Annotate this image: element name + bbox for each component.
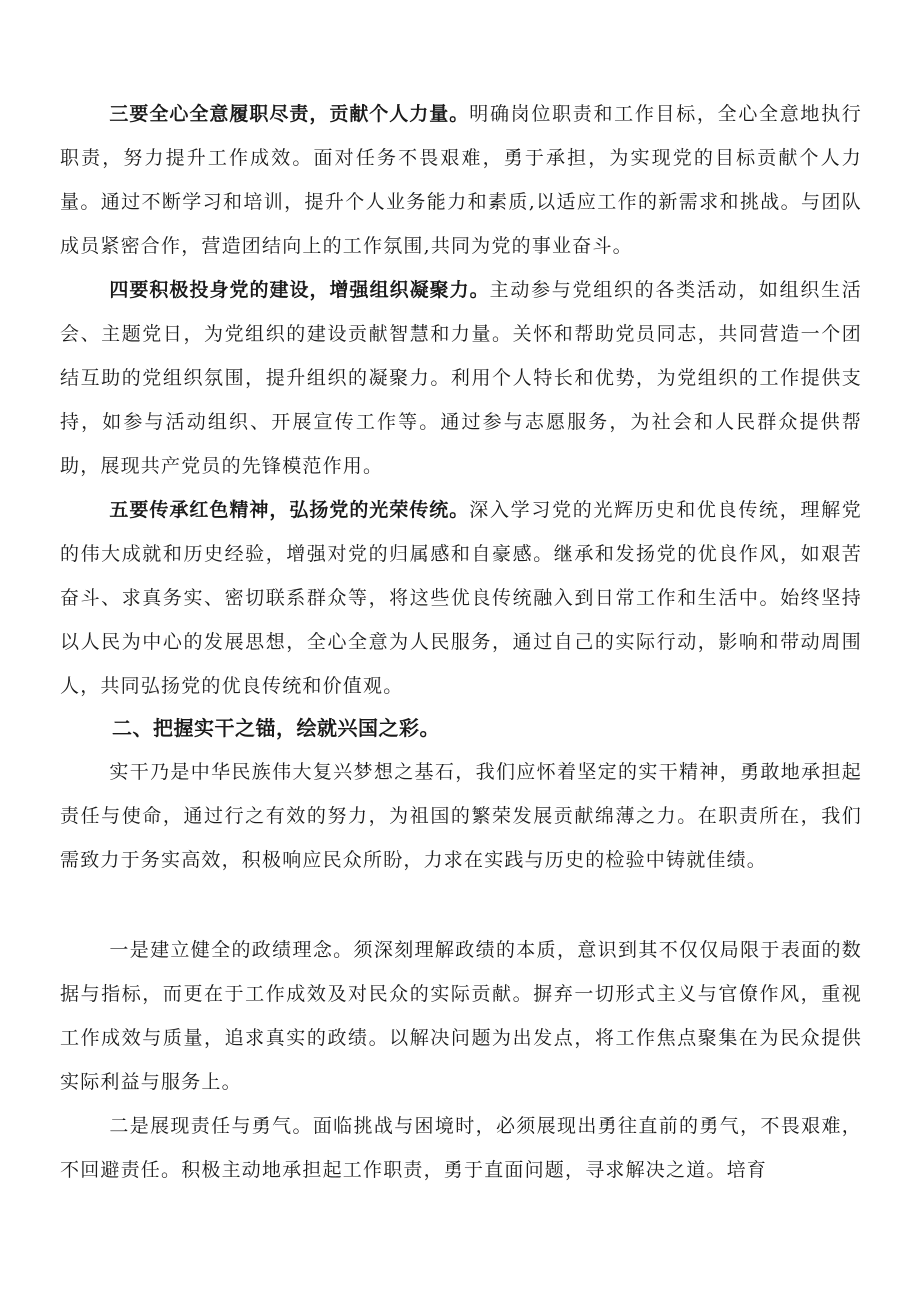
paragraph-four-heading: 四要积极投身党的建设，增强组织凝聚力。 (109, 279, 490, 301)
paragraph-three-body: 明确岗位职责和工作目标，全心全意地执行职责，努力提升工作成效。面对任务不畏艰难，勇于承担，为实现党的目标贡献个人力量。通过不断学习和培训，提升个人业务能力和素质,以适应工作的新需求和挑战。与团队成员紧密合作，营造团结向上的工作氛围,共同为党的事业奋斗。 (60, 103, 862, 257)
paragraph-four-body: 主动参与党组织的各类活动，如组织生活会、主题党日，为党组织的建设贡献智慧和力量。关怀和帮助党员同志，共同营造一个团结互助的党组织氛围，提升组织的凝聚力。利用个人特长和优势，为党组织的工作提供支持，如参与活动组织、开展宣传工作等。通过参与志愿服务，为社会和人民群众提供帮助，展现共产党员的先锋模范作用。 (60, 279, 862, 477)
paragraph-five-heading: 五要传承红色精神，弘扬党的光荣传统。 (109, 499, 470, 521)
paragraph-four (60, 268, 862, 488)
section-intro-paragraph: 实干乃是中华民族伟大复兴梦想之基石，我们应怀着坚定的实干精神，勇敢地承担起责任与使命，通过行之有效的努力，为祖国的繁荣发展贡献绵薄之力。在职责所在，我们需致力于务实高效，积极响应民众所盼，力求在实践与历史的检验中铸就佳绩。 (60, 761, 862, 871)
paragraph-five-body: 深入学习党的光辉历史和优良传统，理解党的伟大成就和历史经验，增强对党的归属感和自豪感。继承和发扬党的优良作风，如艰苦奋斗、求真务实、密切联系群众等，将这些优良传统融入到日常工作和生活中。始终坚持以人民为中心的发展思想，全心全意为人民服务，通过自己的实际行动，影响和带动周围人，共同弘扬党的优良传统和价值观。 (60, 499, 862, 697)
paragraph-three (60, 92, 862, 268)
paragraph-five (60, 488, 862, 708)
point-two-paragraph: 二是展现责任与勇气。面临挑战与困境时，必须展现出勇往直前的勇气，不畏艰难，不回避责任。积极主动地承担起工作职责，勇于直面问题，寻求解决之道。培育 (60, 1115, 862, 1181)
paragraph-three-heading: 三要全心全意履职尽责，贡献个人力量。 (109, 103, 470, 125)
point-one-paragraph: 一是建立健全的政绩理念。须深刻理解政绩的本质，意识到其不仅仅局限于表面的数据与指标，而更在于工作成效及对民众的实际贡献。摒弃一切形式主义与官僚作风，重视工作成效与质量，追求真实的政绩。以解决问题为出发点，将工作焦点聚集在为民众提供实际利益与服务上。 (60, 939, 862, 1093)
section-title: 二、把握实干之锚，绘就兴国之彩。 (112, 716, 440, 740)
